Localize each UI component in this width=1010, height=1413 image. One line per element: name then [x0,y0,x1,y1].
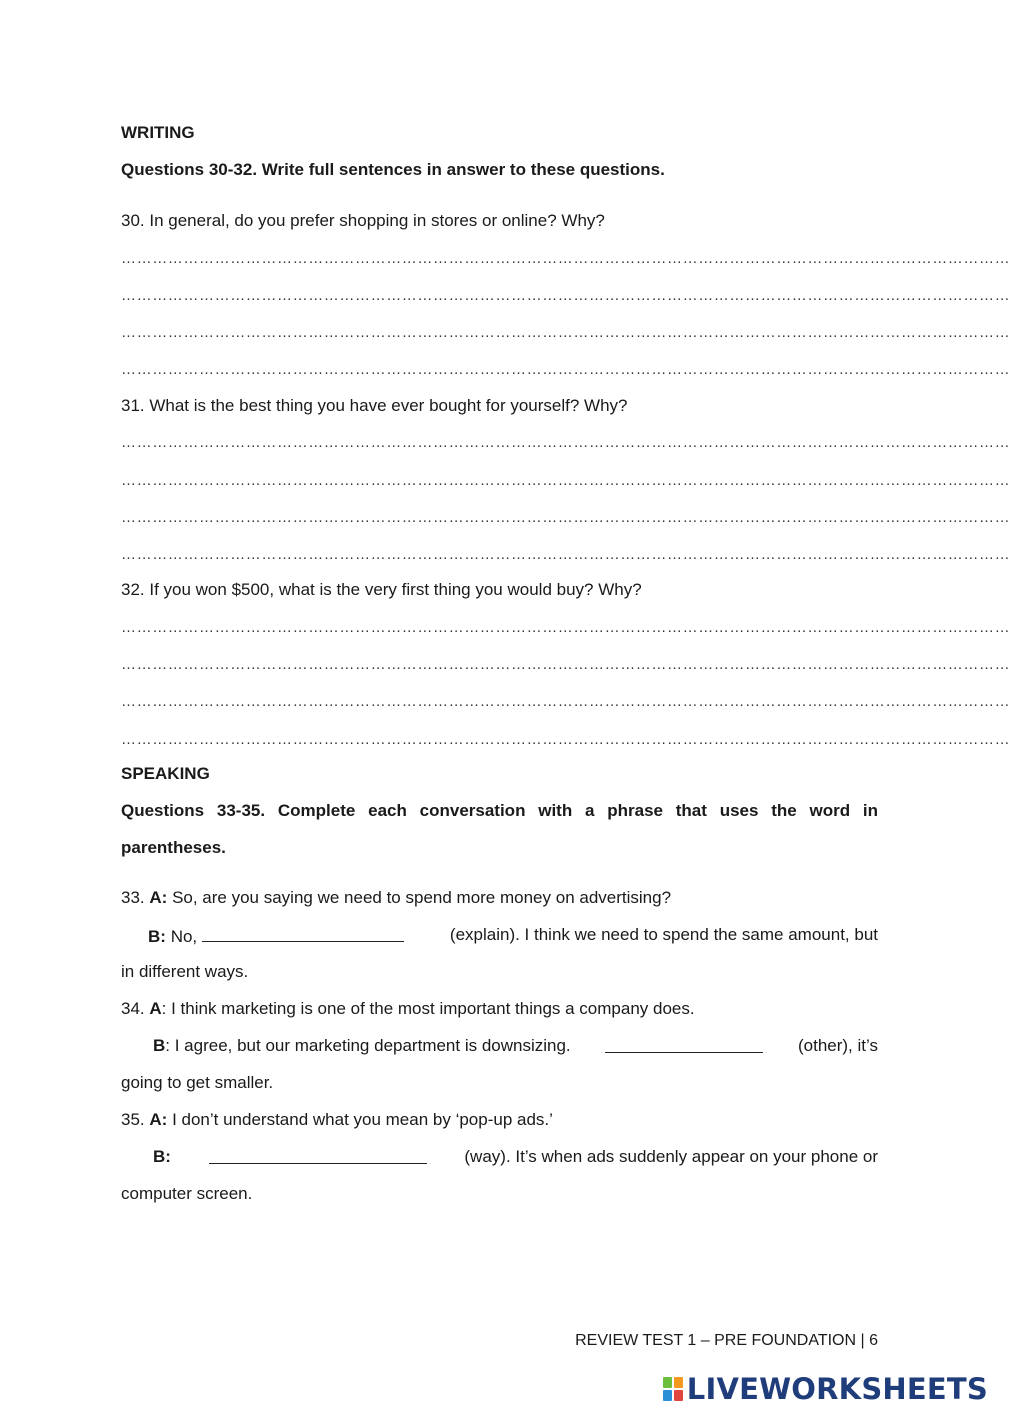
answer-blank-33[interactable] [202,925,404,942]
question-34-b-cont: going to get smaller. [121,1073,274,1092]
liveworksheets-logo[interactable] [663,1372,988,1406]
logo-square-green [663,1377,672,1388]
speaker-a-text: I don’t understand what you mean by ‘pop-up ads.’ [172,1110,553,1129]
speaker-a-label: A [149,999,162,1018]
answer-line-32-2[interactable]: ……………………………………………………………………………………………………………………………………………………… [121,656,1010,673]
answer-line-32-3[interactable]: ……………………………………………………………………………………………………………………………………………………… [121,693,1010,710]
question-33-a [121,888,671,908]
speaker-a-label: A: [149,1110,168,1129]
speaker-b-label: B [153,1036,166,1055]
answer-line-32-1[interactable]: ……………………………………………………………………………………………………………………………………………………… [121,619,1010,636]
speaker-b-post: (way). It’s when ads suddenly appear on your phone or [464,1147,878,1166]
logo-square-orange [674,1377,683,1388]
question-34-b [153,1036,878,1056]
writing-heading: WRITING [121,123,195,142]
answer-line-31-4[interactable]: ……………………………………………………………………………………………………………………………………………………… [121,546,1010,563]
question-number: 35. [121,1110,145,1129]
question-33-b-cont: in different ways. [121,962,249,981]
speaker-b-post: (explain). I think we need to spend the same amount, but [449,925,878,944]
question-33-b [148,925,878,947]
speaking-heading: SPEAKING [121,764,210,783]
question-35-b [153,1147,878,1167]
answer-line-32-4[interactable]: ……………………………………………………………………………………………………………………………………………………… [121,731,1010,748]
question-number: 33. [121,888,145,907]
speaker-b-label: B: [148,927,166,946]
logo-mark-icon [663,1377,683,1401]
answer-line-30-3[interactable]: ……………………………………………………………………………………………………………………………………………………… [121,324,1010,341]
question-31: 31. What is the best thing you have ever bought for yourself? Why? [121,396,628,415]
logo-square-red [674,1390,683,1401]
answer-line-30-1[interactable]: ……………………………………………………………………………………………………………………………………………………… [121,250,1010,267]
speaker-b-post: (other), it’s [797,1036,878,1055]
question-35-a [121,1110,553,1130]
speaker-a-label: A: [149,888,168,907]
question-32: 32. If you won $500, what is the very first thing you would buy? Why? [121,580,642,599]
speaker-b-pre: : I agree, but our marketing department is downsizing. [165,1036,571,1055]
speaker-a-text: : I think marketing is one of the most important things a company does. [161,999,695,1018]
page-footer: REVIEW TEST 1 – PRE FOUNDATION | 6 [575,1332,878,1349]
answer-line-30-4[interactable]: ……………………………………………………………………………………………………………………………………………………… [121,361,1010,378]
speaker-b-label: B: [153,1147,171,1166]
speaking-instruction-cont: parentheses. [121,838,226,857]
speaker-a-text: So, are you saying we need to spend more money on advertising? [172,888,672,907]
speaking-instruction: Questions 33-35. Complete each conversation with a phrase that uses the word in [121,801,878,820]
logo-text: LIVEWORKSHEETS [686,1372,988,1406]
answer-line-31-3[interactable]: ……………………………………………………………………………………………………………………………………………………… [121,509,1010,526]
answer-blank-35[interactable] [209,1147,427,1164]
answer-blank-34[interactable] [605,1036,763,1053]
question-34-a [121,999,695,1019]
logo-square-blue [663,1390,672,1401]
question-35-b-cont: computer screen. [121,1184,253,1203]
question-30: 30. In general, do you prefer shopping in stores or online? Why? [121,211,605,230]
answer-line-31-1[interactable]: ……………………………………………………………………………………………………………………………………………………… [121,434,1010,451]
question-number: 34. [121,999,145,1018]
answer-line-31-2[interactable]: ……………………………………………………………………………………………………………………………………………………… [121,472,1010,489]
speaker-b-pre: No, [170,927,198,946]
answer-line-30-2[interactable]: ……………………………………………………………………………………………………………………………………………………… [121,287,1010,304]
writing-instruction: Questions 30-32. Write full sentences in answer to these questions. [121,160,665,179]
